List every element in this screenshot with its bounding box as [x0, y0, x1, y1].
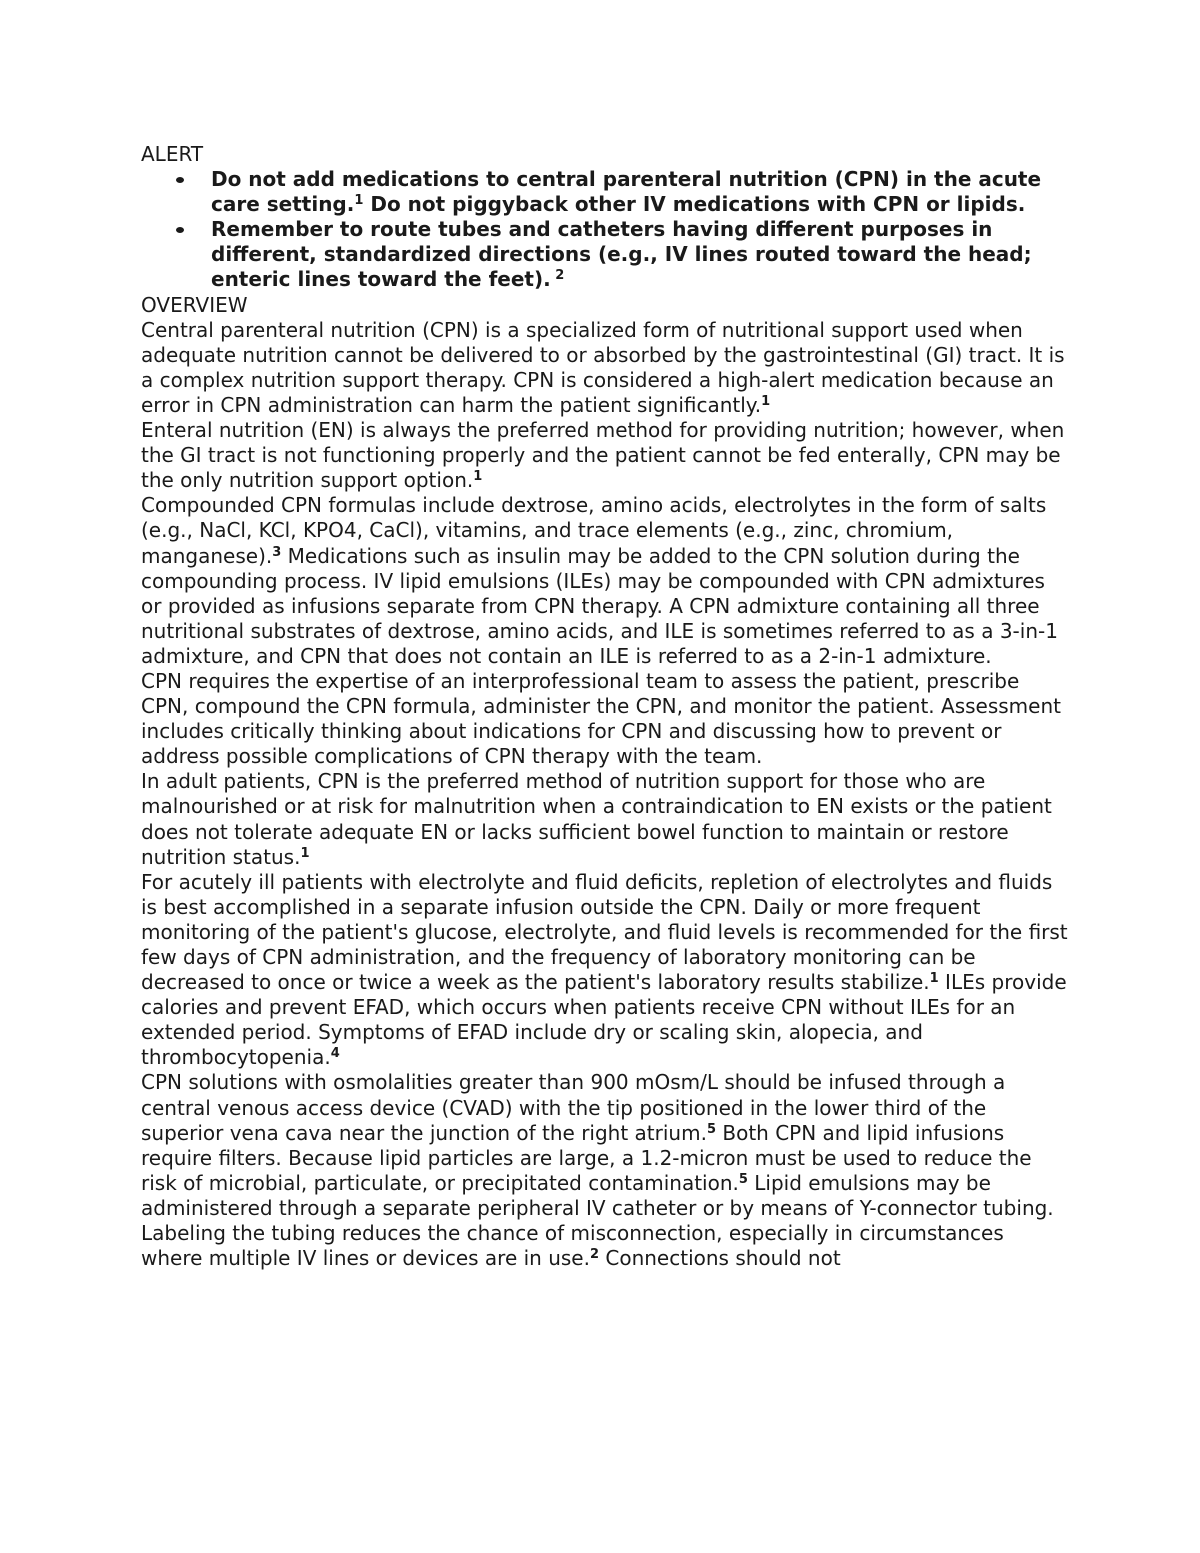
- paragraph: [141, 493, 1071, 669]
- document-page: [141, 142, 1071, 1271]
- paragraph-text: ILEs provide calories and prevent EFAD, which occurs when patients receive CPN without ILEs for an extended period. Symptoms of EFAD include dry or scaling skin, alopecia, and thrombocytopenia.: [141, 970, 1067, 1070]
- alert-item-text: Remember to route tubes and catheters having different purposes in different, standardized directions (e.g., IV lines routed toward the head; enteric lines toward the feet).: [211, 217, 1032, 292]
- reference-number: 2: [589, 1247, 600, 1263]
- paragraph-text: Both CPN and lipid infusions require filters. Because lipid particles are large, a 1.2-micron must be used to reduce the risk of microbial, particulate, or precipitated contamination.: [141, 1120, 1032, 1195]
- paragraph-text: Labeling the tubing reduces the chance of misconnection, especially in circumstances where multiple IV lines or devices are in use.: [141, 1221, 1004, 1271]
- paragraph-text: Compounded CPN formulas include dextrose, amino acids, electrolytes in the form of salts (e.g., NaCl, KCl, KPO4, CaCl), vitamins, and trace elements (e.g., zinc, chromium, manganese).: [141, 493, 1047, 568]
- alert-item: [141, 217, 1071, 292]
- alert-item-text: Do not add medications to central parenteral nutrition (CPN) in the acute care setting.: [211, 167, 1042, 217]
- reference-number: 1: [473, 469, 483, 485]
- reference-number: 5: [738, 1171, 748, 1187]
- paragraph: [141, 1221, 1071, 1271]
- paragraph: [141, 769, 1071, 869]
- reference-number: 3: [272, 544, 282, 560]
- reference-number: 2: [550, 268, 565, 284]
- paragraph: [141, 318, 1071, 418]
- paragraph-text: Lipid emulsions may be administered through a separate peripheral IV catheter or by means of Y-connector tubing.: [141, 1170, 1054, 1220]
- paragraph-text: CPN requires the expertise of an interprofessional team to assess the patient, prescribe CPN, compound the CPN formula, administer the CPN, and monitor the patient. Assessment includes critically thinking about indications for CPN and discussing how to prevent or address possible complications of CPN therapy with the team.: [141, 668, 1061, 769]
- reference-number: 5: [706, 1121, 716, 1137]
- paragraph-text: In adult patients, CPN is the preferred method of nutrition support for those who are malnourished or at risk for malnutrition when a contraindication to EN exists or the patient does not tolerate adequate EN or lacks sufficient bowel function to maintain or restore nutrition status.: [141, 769, 1052, 869]
- alert-list: [141, 167, 1071, 292]
- reference-number: 1: [761, 393, 771, 409]
- paragraph-text: Connections should not: [599, 1246, 841, 1271]
- reference-number: 1: [354, 193, 364, 209]
- paragraph-text: CPN solutions with osmolalities greater than 900 mOsm/L should be infused through a central venous access device (CVAD) with the tip positioned in the lower third of the superior vena cava near the junction of the right atrium.: [141, 1070, 1006, 1145]
- alert-item-text: Do not piggyback other IV medications with CPN or lipids.: [363, 192, 1026, 217]
- paragraph: [141, 870, 1071, 1071]
- reference-number: 1: [929, 971, 939, 987]
- bullet-icon: [176, 177, 184, 183]
- paragraph: [141, 1070, 1071, 1221]
- reference-number: 4: [330, 1046, 340, 1062]
- alert-heading: ALERT: [141, 142, 204, 166]
- reference-number: 1: [300, 845, 310, 861]
- paragraph-text: Medications such as insulin may be added to the CPN solution during the compounding process. IV lipid emulsions (ILEs) may be compounded with CPN admixtures or provided as infusions separate from CPN therapy. A CPN admixture containing all three nutritional substrates of dextrose, amino acids, and ILE is sometimes referred to as a 3-in-1 admixture, and CPN that does not contain an ILE is referred to as a 2-in-1 admixture.: [141, 543, 1058, 668]
- paragraph-text: Central parenteral nutrition (CPN) is a specialized form of nutritional support used when adequate nutrition cannot be delivered to or absorbed by the gastrointestinal (GI) tract. It is a complex nutrition support therapy. CPN is considered a high-alert medication because an error in CPN administration can harm the patient significantly.: [141, 317, 1065, 417]
- paragraph: [141, 669, 1071, 769]
- overview-heading: OVERVIEW: [141, 292, 248, 317]
- paragraph: [141, 418, 1071, 493]
- alert-item: [141, 167, 1071, 217]
- bullet-icon: [176, 227, 184, 233]
- paragraph-text: For acutely ill patients with electrolyte and fluid deficits, repletion of electrolytes and fluids is best accomplished in a separate infusion outside the CPN. Daily or more frequent monitoring of the patient's glucose, electrolyte, and fluid levels is recommended for the first few days of CPN administration, and the frequency of laboratory monitoring can be decreased to once or twice a week as the patient's laboratory results stabilize.: [141, 869, 1068, 995]
- paragraph-text: Enteral nutrition (EN) is always the preferred method for providing nutrition; however, when the GI tract is not functioning properly and the patient cannot be fed enterally, CPN may be the only nutrition support option.: [141, 418, 1065, 493]
